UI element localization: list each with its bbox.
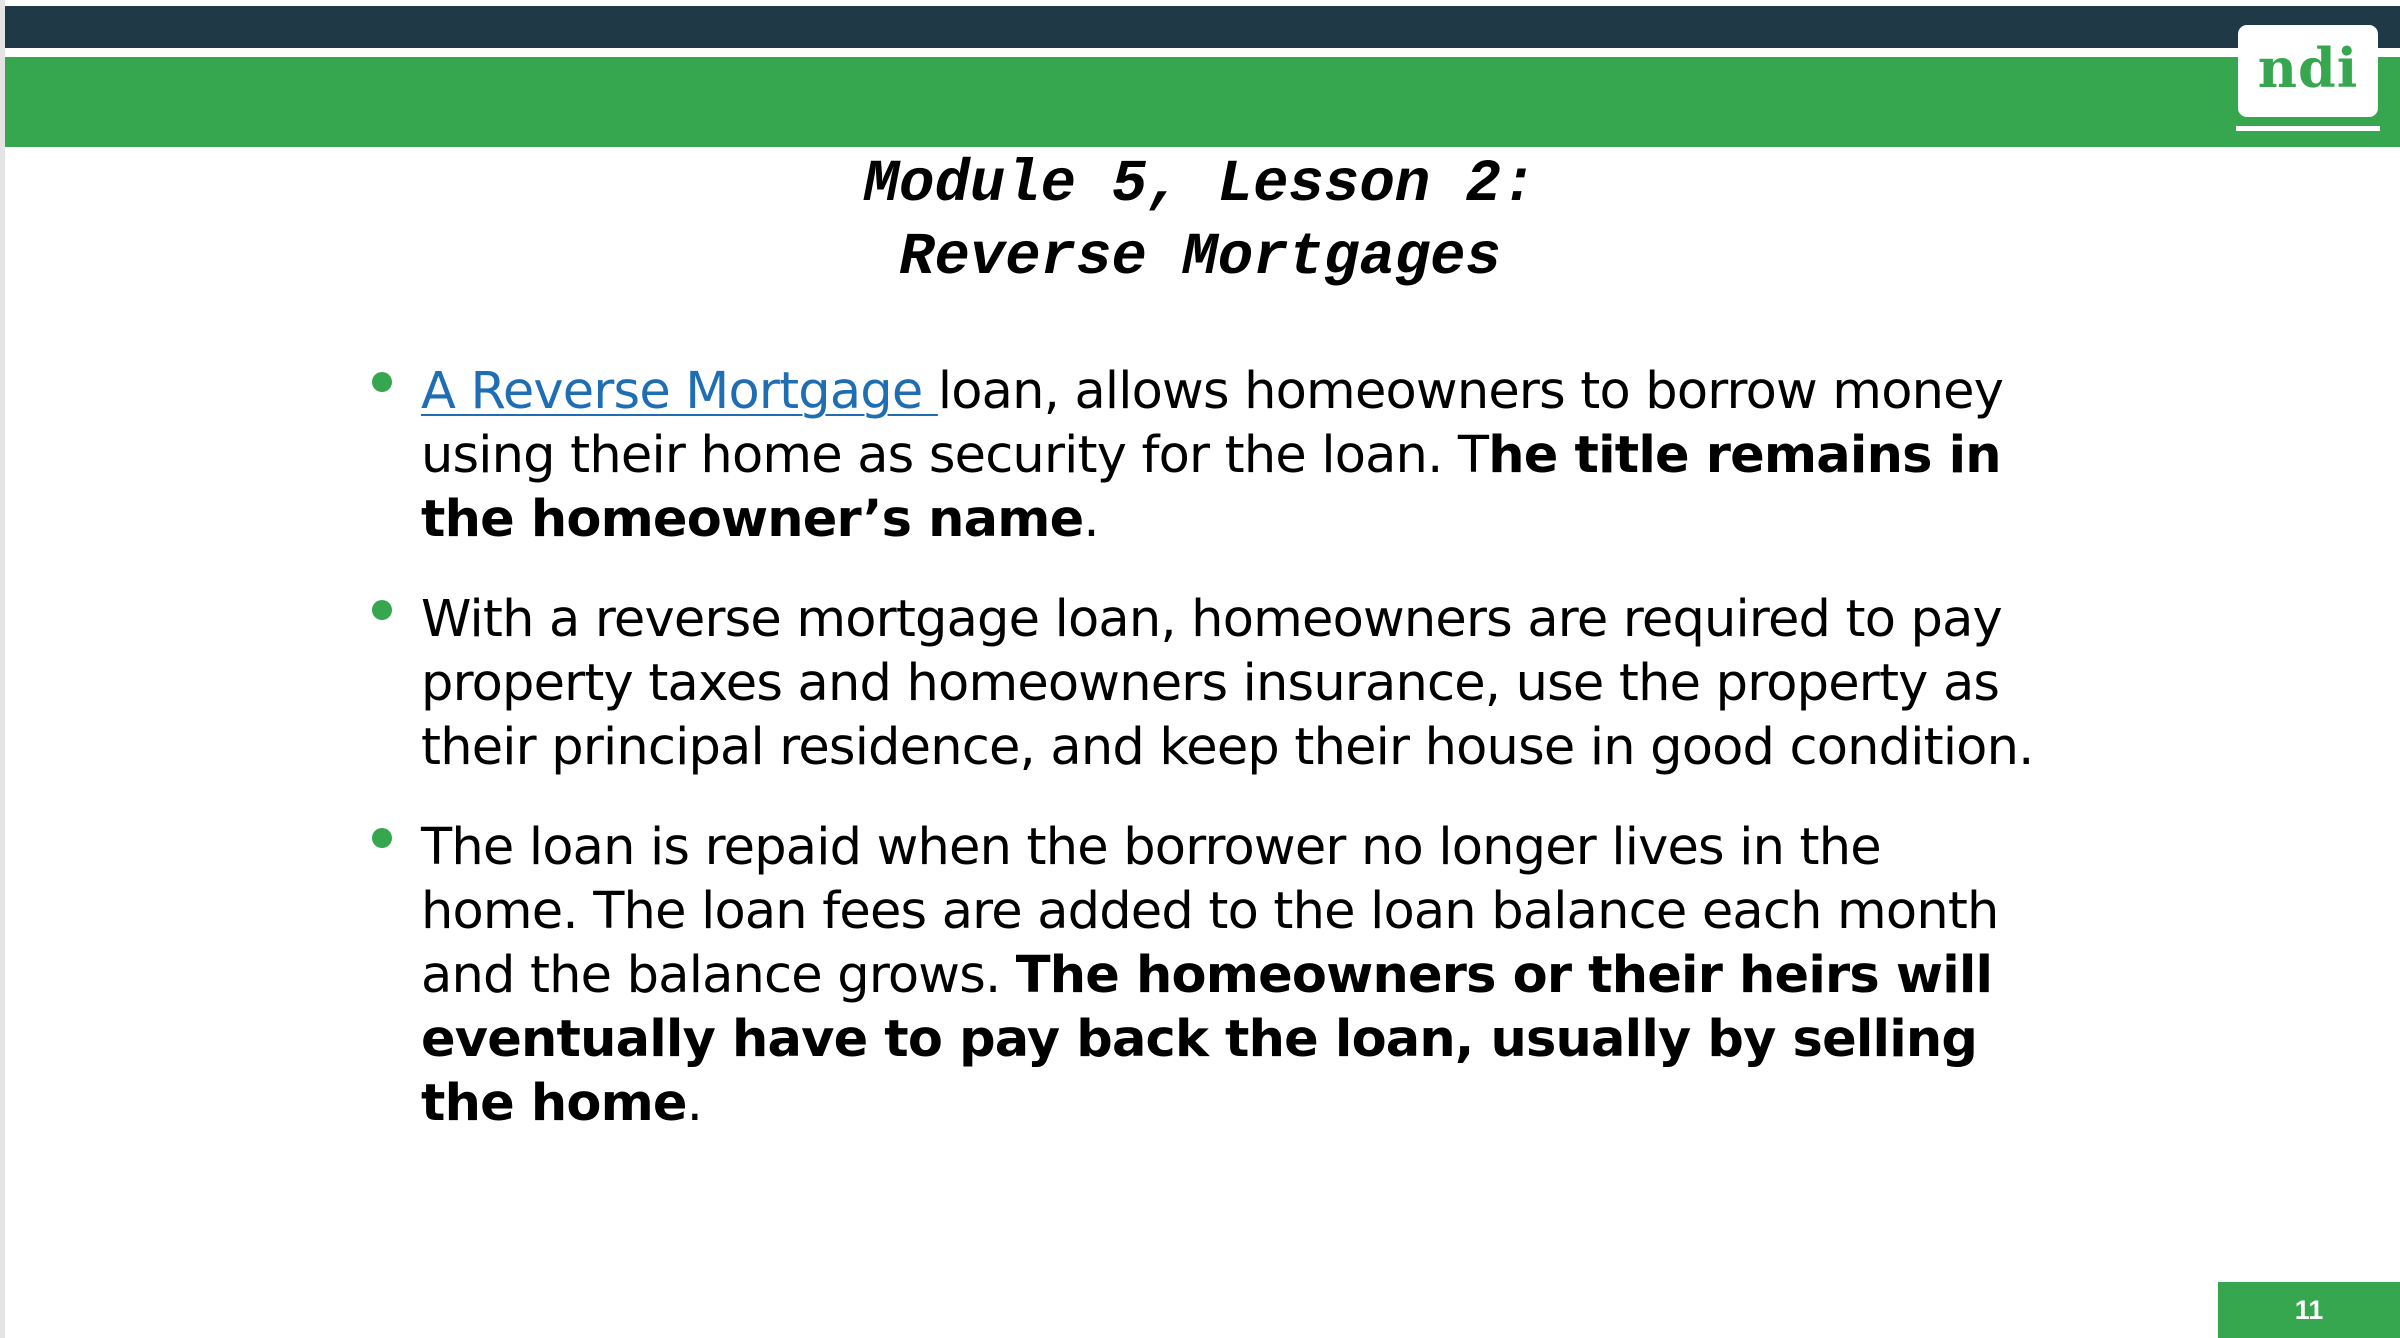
bullet-dot-icon [372, 372, 392, 392]
bullet-bold-text: The homeowners or their heirs will eventually have to pay back the loan, usually by selling the home [421, 946, 1993, 1133]
title-line-1: Module 5, Lesson 2: [863, 151, 1537, 218]
bullet-bold-text: he title remains in the homeowner’s name [421, 426, 2001, 549]
header-green-band [5, 57, 2400, 147]
title-line-2: Reverse Mortgages [899, 224, 1501, 291]
bullet-text: . [686, 1074, 703, 1133]
bullet-list [372, 360, 2042, 1136]
reverse-mortgage-link[interactable]: A Reverse Mortgage [421, 362, 938, 421]
slide-title [200, 148, 2200, 294]
header-divider [5, 48, 2400, 57]
bullet-text: With a reverse mortgage loan, homeowners are required to pay property taxes and homeowners insurance, use the property as their principal residence, and keep their house in good condition. [421, 590, 2034, 777]
bullet-text: loan, allows homeowners to borrow money using their home as security for the loan. T [421, 362, 2004, 485]
bullet-text: . [1083, 490, 1099, 549]
page-number: 11 [2294, 1294, 2324, 1325]
logo-text: ndi [2257, 36, 2359, 100]
bullet-item [372, 816, 2042, 1136]
bullet-dot-icon [372, 600, 392, 620]
ndi-logo [2238, 25, 2378, 117]
logo-underline [2236, 126, 2380, 131]
left-edge-strip [0, 0, 5, 1338]
header-dark-band [5, 6, 2400, 48]
page-number-badge [2218, 1282, 2400, 1338]
bullet-item [372, 360, 2042, 552]
bullet-item [372, 588, 2042, 780]
bullet-dot-icon [372, 828, 392, 848]
bullet-text: The loan is repaid when the borrower no longer lives in the home. The loan fees are added to the loan balance each month and the balance grows. [421, 818, 1999, 1005]
